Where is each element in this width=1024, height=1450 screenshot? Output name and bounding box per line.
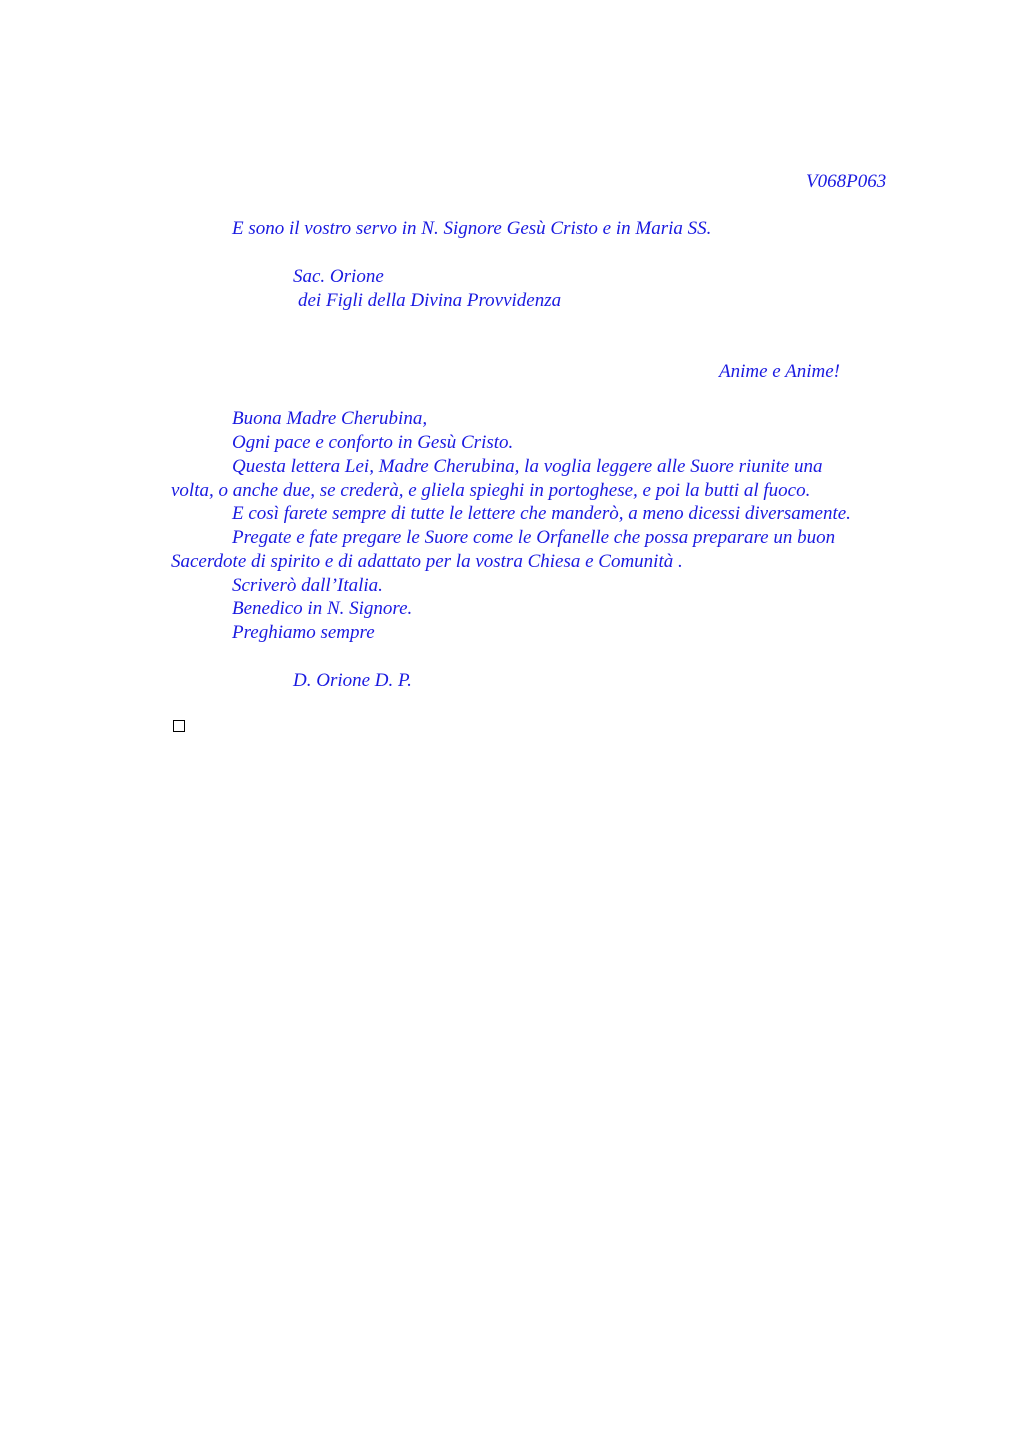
greeting: Ogni pace e conforto in Gesù Cristo. <box>232 432 514 453</box>
paragraph-1-line-2: volta, o anche due, se crederà, e gliela spieghi in portoghese, e poi la butti al fuoco. <box>171 480 811 501</box>
paragraph-1-line-1: Questa lettera Lei, Madre Cherubina, la voglia leggere alle Suore riunite una <box>232 456 823 477</box>
paragraph-3-line-1: Pregate e fate pregare le Suore come le Orfanelle che possa preparare un buon <box>232 527 836 548</box>
signature-congregation: dei Figli della Divina Provvidenza <box>298 290 562 311</box>
paragraph-5: Benedico in N. Signore. <box>232 598 413 619</box>
paragraph-6: Preghiamo sempre <box>232 622 375 643</box>
paragraph-4: Scriverò dall’Italia. <box>232 575 383 596</box>
paragraph-3-line-2: Sacerdote di spirito e di adattato per la vostra Chiesa e Comunità . <box>171 551 683 572</box>
salutation: Buona Madre Cherubina, <box>232 408 428 429</box>
square-mark-icon <box>173 720 185 732</box>
paragraph-2: E così farete sempre di tutte le lettere che manderò, a meno dicessi diversamente. <box>232 503 851 524</box>
closing-signature: D. Orione D. P. <box>293 670 412 691</box>
closing-line: E sono il vostro servo in N. Signore Gesù Cristo e in Maria SS. <box>232 218 712 239</box>
reference-code: V068P063 <box>806 171 887 192</box>
motto: Anime e Anime! <box>719 361 840 382</box>
signature-name: Sac. Orione <box>293 266 384 287</box>
